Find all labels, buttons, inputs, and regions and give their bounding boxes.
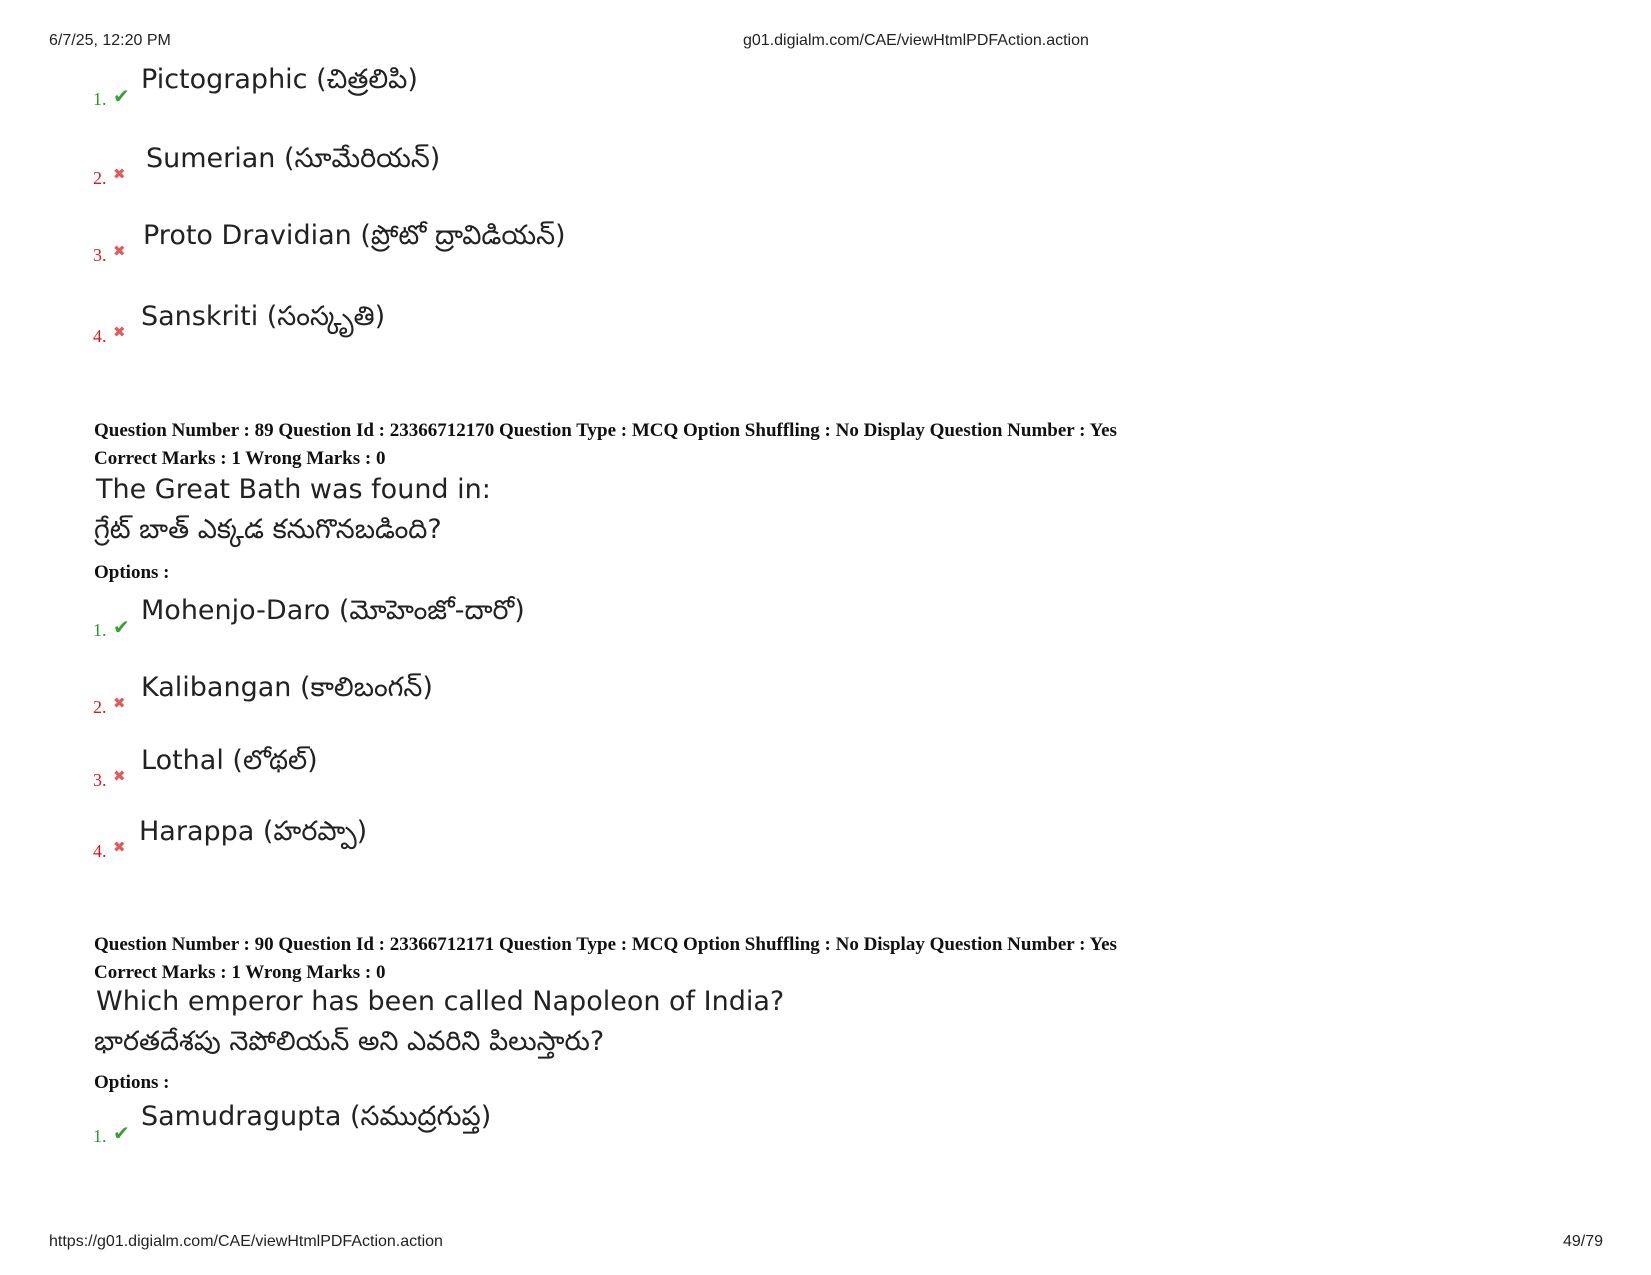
options-label: Options : [94,562,170,583]
print-datetime: 6/7/25, 12:20 PM [49,32,171,49]
cross-icon: ✖ [113,242,126,260]
print-header-url: g01.digialm.com/CAE/viewHtmlPDFAction.action [743,32,1089,49]
question-text-english: The Great Bath was found in: [96,474,491,505]
option-text: Harappa (హరప్పా) [139,816,368,847]
option-text: Samudragupta (సముద్రగుప్త) [141,1101,492,1132]
question-marks: Correct Marks : 1 Wrong Marks : 0 [94,962,386,983]
option-text: Proto Dravidian (ప్రోటో ద్రావిడియన్) [143,220,566,251]
question-text-telugu: గ్రేట్ బాత్ ఎక్కడ కనుగొనబడింది? [94,514,442,545]
question-meta: Question Number : 89 Question Id : 23366712170 Question Type : MCQ Option Shuffling : No Display Question Number : Yes [94,420,1117,441]
option-number: 4. [93,841,107,861]
option-text: Sumerian (సూమేరియన్) [146,143,441,174]
option-number: 3. [93,245,107,265]
option-text: Kalibangan (కాలిబంగన్) [141,672,433,703]
cross-icon: ✖ [113,165,126,183]
cross-icon: ✖ [113,323,126,341]
option-number: 2. [93,697,107,717]
question-text-english: Which emperor has been called Napoleon of India? [96,986,785,1017]
option-text: Mohenjo-Daro (మోహెంజో-దారో) [141,595,525,626]
print-footer-url: https://g01.digialm.com/CAE/viewHtmlPDFAction.action [49,1233,443,1250]
question-text-telugu: భారతదేశపు నెపోలియన్ అని ఎవరిని పిలుస్తారు? [94,1026,605,1057]
option-number: 1. [93,620,107,640]
option-number: 1. [93,89,107,109]
option-text: Pictographic (చిత్రలిపి) [141,64,418,95]
options-label: Options : [94,1072,170,1093]
cross-icon: ✖ [113,838,126,856]
check-icon: ✔ [113,1121,130,1145]
check-icon: ✔ [113,84,130,108]
question-meta: Question Number : 90 Question Id : 23366712171 Question Type : MCQ Option Shuffling : No Display Question Number : Yes [94,934,1117,955]
option-text: Sanskriti (సంస్కృతి) [141,301,386,332]
option-number: 2. [93,168,107,188]
page-number: 49/79 [1563,1233,1604,1250]
cross-icon: ✖ [113,694,126,712]
option-number: 1. [93,1126,107,1146]
option-text: Lothal (లోథల్) [141,745,318,776]
option-number: 3. [93,770,107,790]
check-icon: ✔ [113,615,130,639]
option-number: 4. [93,326,107,346]
question-marks: Correct Marks : 1 Wrong Marks : 0 [94,448,386,469]
cross-icon: ✖ [113,767,126,785]
